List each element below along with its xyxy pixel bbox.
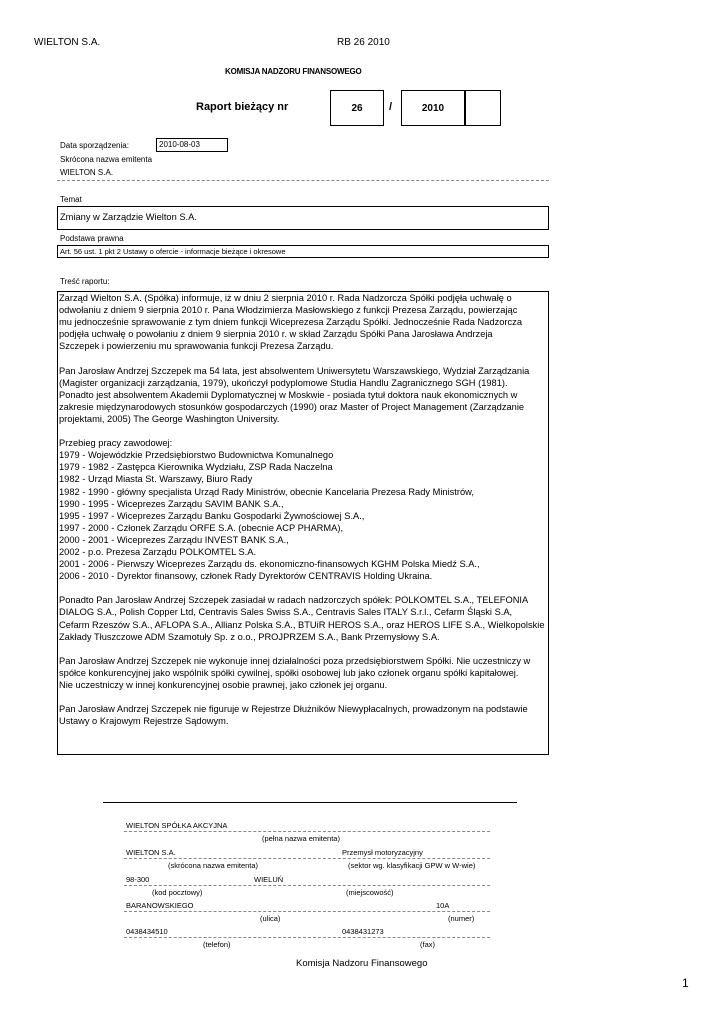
report-separator: / [389, 101, 393, 113]
content-line: Pan Jarosław Andrzej Szczepek nie wykonuje innej działalności poza przedsiębiorstwem Spółki. Nie uczestniczy w [59, 655, 531, 666]
issuer-full-name-label: (pełna nazwa emitenta) [262, 834, 340, 843]
content-line: odwołaniu z dniem 9 sierpnia 2010 r. Pana Włodzimierza Masłowskiego z funkcji Prezesa Zarządu, powierzając [59, 305, 518, 316]
content-line: Nie uczestniczy w innej konkurencyjnej osobie prawnej, jako członek jej organu. [59, 680, 388, 690]
content-line: 2006 - 2010 - Dyrektor finansowy, członek Rady Dyrektorów CENTRAVIS Holding Ukraina. [59, 571, 433, 582]
content-line: 1990 - 1995 - Wiceprezes Zarządu SAVIM BANK S.A., [59, 498, 284, 509]
issuer-sector-label: (sektor wg. klasyfikacji GPW w W-wie) [348, 861, 476, 870]
content-line: zakresie międzynarodowych stosunków gospodarczych (1990) oraz Master of Project Management (Zarządzanie [59, 401, 525, 412]
issuer-sector: Przemysł motoryzacyjny [342, 848, 423, 857]
content-line: 2000 - 2001 - Wiceprezes Zarządu INVEST BANK S.A., [59, 534, 289, 545]
issuer-number-label: (numer) [448, 914, 475, 923]
report-label: Raport bieżący nr [196, 101, 289, 113]
content-line: mu jednocześnie sprawowanie z tym dniem funkcji Wiceprezesa Zarządu Spółki. Jednocześnie Rada Nadzorcza [59, 317, 522, 328]
content-line: Pan Jarosław Andrzej Szczepek ma 54 lata, jest absolwentem Uniwersytetu Warszawskiego, Wydział Zarządzania [59, 365, 530, 376]
report-year: 2010 [421, 102, 445, 114]
content-line: Zarząd Wielton S.A. (Spółka) informuje, iż w dniu 2 sierpnia 2010 r. Rada Nadzorcza Spółki podjęła uchwałę o [59, 293, 512, 303]
content-line: Ustawy o Krajowym Rejestrze Sądowym. [59, 716, 229, 727]
legal-basis-value: Art. 56 ust. 1 pkt 2 Ustawy o ofercie - informacje bieżące i okresowe [60, 247, 286, 256]
header-report-ref: RB 26 2010 [337, 37, 390, 48]
date-field [156, 138, 228, 152]
content-label: Treść raportu: [60, 277, 110, 286]
issuer-street: BARANOWSKIEGO [126, 901, 194, 910]
content-line: 1979 - 1982 - Zastępca Kierownika Wydziału, ZSP Rada Naczelna [59, 462, 333, 473]
issuer-fax: 0438431273 [342, 927, 384, 936]
content-line: 1982 - 1990 - główny specjalista Urząd Rady Ministrów, obecnie Kancelaria Prezesa Rady Ministrów, [59, 486, 474, 497]
divider [124, 937, 490, 938]
header-commission: KOMISJA NADZORU FINANSOWEGO [225, 67, 362, 76]
issuer-short-value: WIELTON S.A. [60, 168, 114, 177]
date-label: Data sporządzenia: [60, 141, 129, 150]
content-line: spółce konkurencyjnej jako wspólnik spółki cywilnej, spółki osobowej lub jako członek organu spółki kapitałowej. [59, 667, 519, 678]
report-number-box [330, 90, 384, 126]
subject-field [57, 206, 549, 230]
content-line: 1995 - 1997 - Wiceprezes Zarządu Banku Gospodarki Żywnościowej S.A., [59, 510, 365, 521]
issuer-short-name: WIELTON S.A. [126, 848, 176, 857]
content-line: DIALOG S.A., Polish Copper Ltd, Centravis Sales Swiss S.A., Centravis Sales ITALY S.r.l., Cefarm Śląski S.A, [59, 607, 513, 618]
date-value: 2010-08-03 [159, 140, 200, 149]
content-line: podjęła uchwałę o powołaniu z dniem 9 sierpnia 2010 r. w skład Zarządu Spółki Pana Jarosława Andrzeja [59, 329, 493, 340]
content-line: Ponadto jest absolwentem Akademii Dyplomatycznej w Moskwie - posiada tytuł doktora nauk ekonomicznych w [59, 389, 518, 400]
issuer-fax-label: (fax) [420, 940, 435, 949]
content-line: Przebieg pracy zawodowej: [59, 438, 173, 449]
subject-value: Zmiany w Zarządzie Wielton S.A. [60, 212, 197, 222]
divider [57, 180, 549, 181]
content-gap [59, 691, 548, 703]
report-content [57, 291, 549, 755]
divider [124, 831, 490, 832]
content-line: Zakłady Tłuszczowe ADM Szamotuły Sp. z o.o., PROJPRZEM S.A., Bank Przemysłowy S.A. [59, 631, 440, 642]
footer-commission: Komisja Nadzoru Finansowego [296, 958, 428, 969]
content-line: projektami, 2005) The George Washington University. [59, 413, 280, 424]
report-year-box [401, 90, 465, 126]
content-line: 2002 - p.o. Prezesa Zarządu POLKOMTEL S.A. [59, 546, 257, 557]
content-gap [59, 425, 548, 437]
issuer-full-name: WIELTON SPÓŁKA AKCYJNA [126, 821, 228, 830]
issuer-phone: 0438434510 [126, 927, 168, 936]
legal-basis-field [57, 245, 549, 258]
content-line: 1982 - Urząd Miasta St. Warszawy, Biuro Rady [59, 474, 253, 485]
report-extra-box [465, 90, 501, 126]
issuer-short-name-label: (skrócona nazwa emitenta) [168, 861, 259, 870]
report-number: 26 [351, 102, 363, 114]
issuer-postal-code: 98-300 [126, 875, 150, 884]
content-line: Szczepek i powierzeniu mu sprawowania funkcji Prezesa Zarządu. [59, 341, 334, 352]
content-gap [59, 352, 548, 364]
issuer-short-label: Skrócona nazwa emitenta [60, 155, 153, 164]
subject-label: Temat [60, 195, 82, 204]
issuer-postal-code-label: (kod pocztowy) [152, 888, 203, 897]
header-company: WIELTON S.A. [34, 37, 101, 48]
issuer-city-label: (miejscowość) [346, 888, 394, 897]
content-line: (Magister organizacji zarządzania, 1979), ukończył podyplomowe Studia Handlu Zagranicznego SGH (1981). [59, 377, 508, 388]
content-line: Pan Jarosław Andrzej Szczepek nie figuruje w Rejestrze Dłużników Niewypłacalnych, prowadzonym na podstawie [59, 704, 528, 715]
issuer-city: WIELUŃ [254, 875, 284, 884]
content-line: 2001 - 2006 - Pierwszy Wiceprezes Zarządu ds. ekonomiczno-finansowych KGHM Polska Miedź S.A., [59, 559, 480, 570]
page-number: 1 [682, 976, 689, 990]
issuer-number: 10A [436, 901, 450, 910]
content-line: 1997 - 2000 - Członek Zarządu ORFE S.A. (obecnie ACP PHARMA), [59, 522, 344, 533]
issuer-phone-label: (telefon) [203, 940, 231, 949]
content-line: Cefarm Rzeszów S.A., AFLOPA S.A., Allianz Polska S.A., BTUiR HEROS S.A., oraz HEROS LIFE S.A., Wielkopolskie [59, 619, 545, 630]
divider [124, 911, 490, 912]
content-line: Ponadto Pan Jarosław Andrzej Szczepek zasiadał w radach nadzorczych spółek: POLKOMTEL S.A., TELEFONIA [59, 595, 529, 606]
content-line: 1979 - Wojewódzkie Przedsiębiorstwo Budownictwa Komunalnego [59, 450, 334, 461]
content-gap [59, 582, 548, 594]
legal-basis-label: Podstawa prawna [60, 234, 124, 243]
content-gap [59, 643, 548, 655]
divider [124, 885, 490, 886]
issuer-street-label: (ulica) [260, 914, 281, 923]
issuer-box-top-border [103, 802, 517, 803]
divider [124, 858, 490, 859]
